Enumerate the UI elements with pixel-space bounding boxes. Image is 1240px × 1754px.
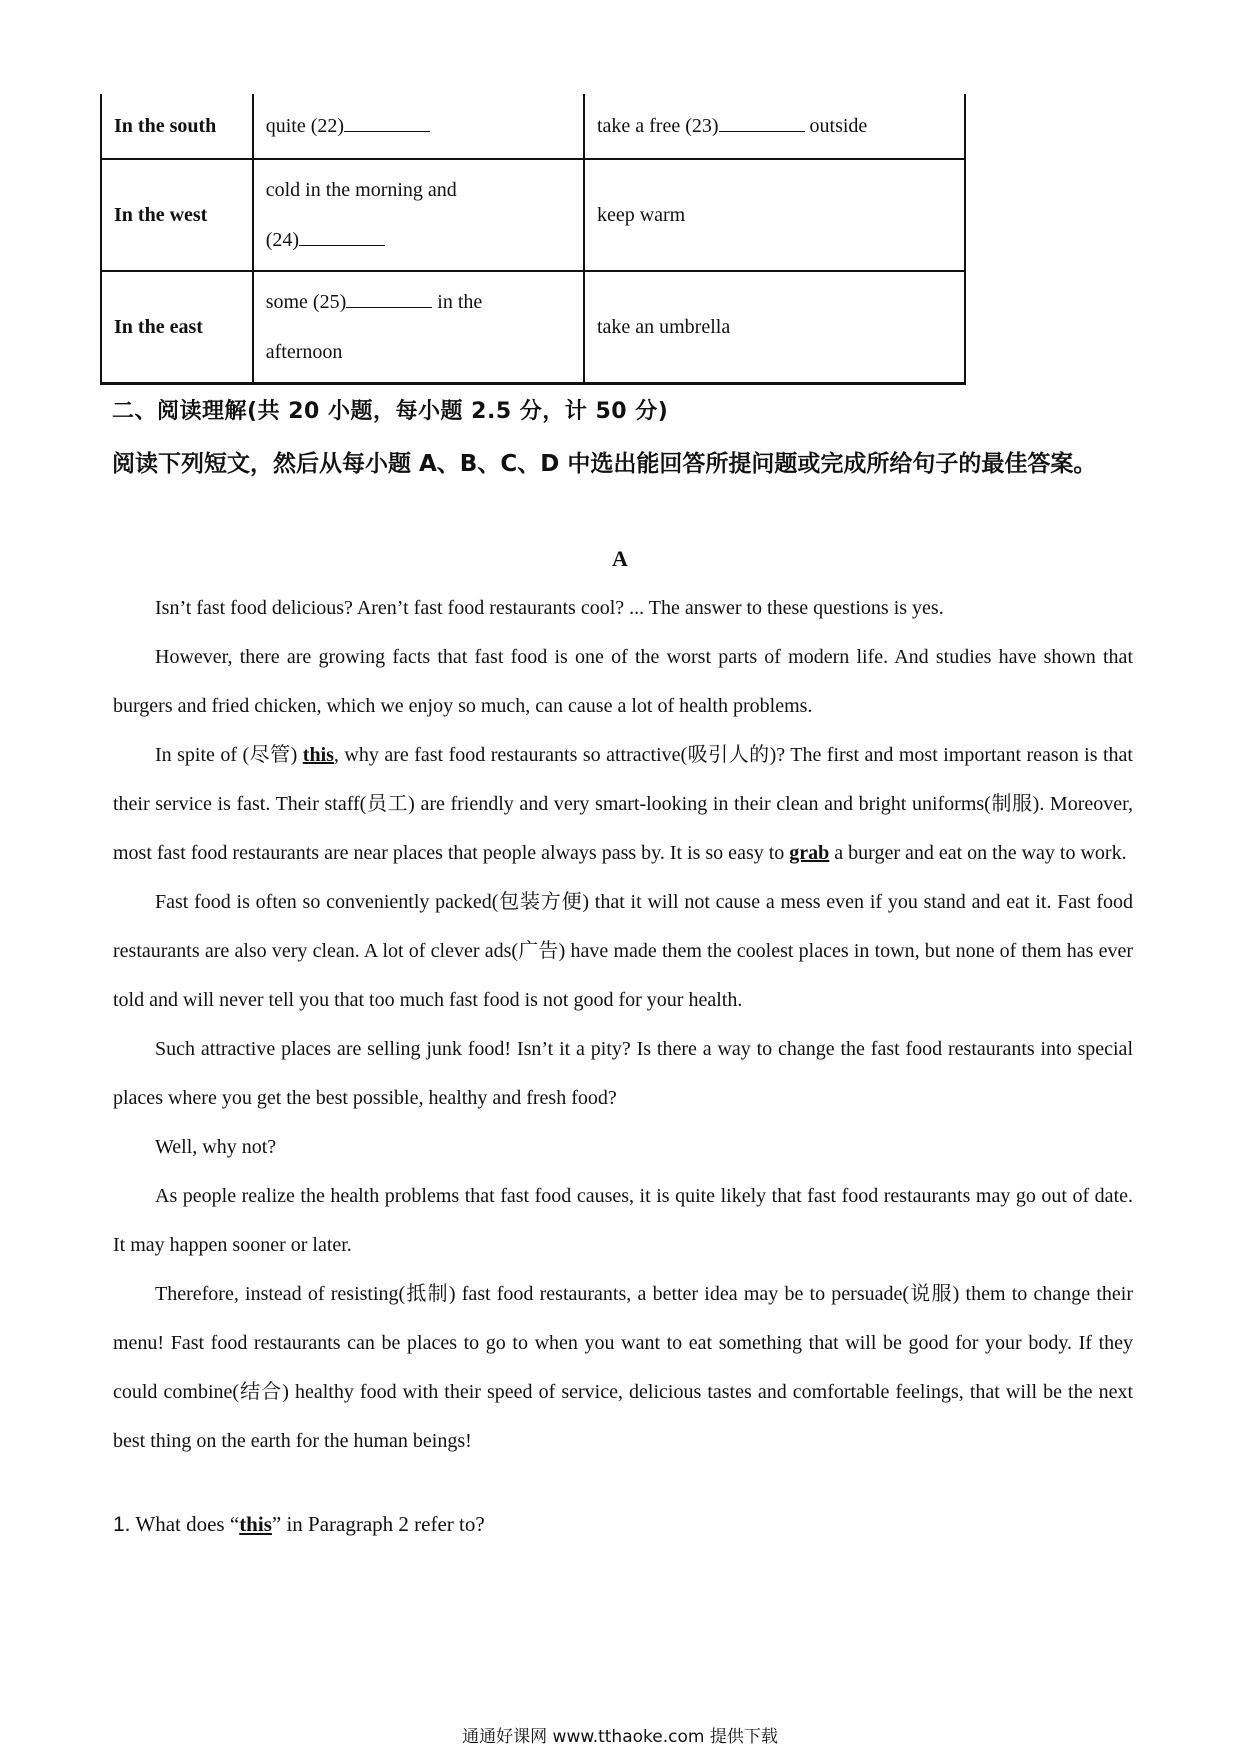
answer-blank-23: [719, 115, 805, 132]
advice-cell: keep warm: [584, 159, 965, 271]
question-number: 1.: [113, 1513, 131, 1536]
advice-cell: [584, 94, 965, 159]
underlined-word-this: this: [239, 1512, 272, 1536]
paragraph: However, there are growing facts that fast food is one of the worst parts of modern life. And studies have shown that burgers and fried chicken, which we enjoy so much, can cause a lot of health problems.: [113, 646, 1133, 717]
paragraph: [113, 731, 1133, 878]
weather-cell: [253, 94, 584, 159]
paragraph: Isn’t fast food delicious? Aren’t fast food restaurants cool? ... The answer to these questions is yes.: [155, 597, 944, 619]
advice-cell: take an umbrella: [584, 271, 965, 384]
cell-text: some (25): [265, 291, 347, 313]
weather-cell: [253, 271, 584, 384]
paragraph: Well, why not?: [155, 1136, 277, 1158]
cell-text: in the: [432, 291, 483, 313]
passage-body: [113, 584, 1133, 1466]
paragraph: Fast food is often so conveniently packed(包装方便) that it will not cause a mess even if you stand and eat it. Fast food restaurants are also very clean. A lot of clever ads(广告) have made them the coolest places in town, but none of them has ever told and will never tell you that too much fast food is not good for your health.: [113, 891, 1133, 1011]
paragraph-text: In spite of (尽管): [155, 744, 303, 766]
underlined-word-this: this: [302, 744, 334, 766]
paragraph-text: , why are fast food restaurants so attractive(吸引人的)? The first and most important reason is that their service is fast. Their staff(员工) are friendly and very smart-looking in their clean and bright uniforms(制服). Moreover, most fast food restaurants are near places that people always pass by. It is so easy to: [113, 744, 1133, 864]
region-cell: In the east: [101, 271, 253, 384]
passage-letter: A: [612, 546, 628, 571]
weather-cell: [253, 159, 584, 271]
answer-blank-22: [344, 115, 430, 132]
cell-text: (24): [265, 229, 300, 251]
question-text: What does “: [130, 1512, 240, 1536]
question-text: ” in Paragraph 2 refer to?: [271, 1512, 485, 1536]
weather-table-container: [100, 94, 966, 385]
region-cell: In the west: [101, 159, 253, 271]
cell-text: outside: [804, 115, 868, 137]
weather-table: [100, 94, 966, 385]
table-row: [101, 159, 965, 271]
underlined-word-grab: grab: [789, 842, 830, 864]
cell-text: quite (22): [265, 115, 345, 137]
paragraph-text: a burger and eat on the way to work.: [829, 842, 1127, 864]
cell-text: take a free (23): [596, 115, 719, 137]
region-cell: In the south: [101, 94, 253, 159]
paragraph: Such attractive places are selling junk food! Isn’t it a pity? Is there a way to change the fast food restaurants into special places where you get the best possible, healthy and fresh food?: [113, 1038, 1133, 1109]
paragraph: Therefore, instead of resisting(抵制) fast food restaurants, a better idea may be to persuade(说服) them to change their menu! Fast food restaurants can be places to go to when you want to eat something that will be good for your body. If they could combine(结合) healthy food with their speed of service, delicious tastes and comfortable feelings, that will be the next best thing on the earth for the human beings!: [113, 1283, 1133, 1452]
table-row: [101, 271, 965, 384]
question-1: [113, 1512, 485, 1537]
table-row: [101, 94, 965, 159]
answer-blank-25: [346, 291, 432, 308]
section-instruction: 阅读下列短文，然后从每小题 A、B、C、D 中选出能回答所提问题或完成所给句子的最佳答案。: [112, 451, 1097, 477]
section-title: 二、阅读理解(共 20 小题，每小题 2.5 分，计 50 分): [112, 399, 669, 424]
cell-text: afternoon: [265, 341, 343, 363]
page-footer: 通通好课网 www.tthaoke.com 提供下载: [462, 1727, 778, 1747]
paragraph: As people realize the health problems that fast food causes, it is quite likely that fast food restaurants may go out of date. It may happen sooner or later.: [113, 1185, 1133, 1256]
answer-blank-24: [299, 229, 385, 246]
cell-text: cold in the morning and: [265, 179, 457, 201]
